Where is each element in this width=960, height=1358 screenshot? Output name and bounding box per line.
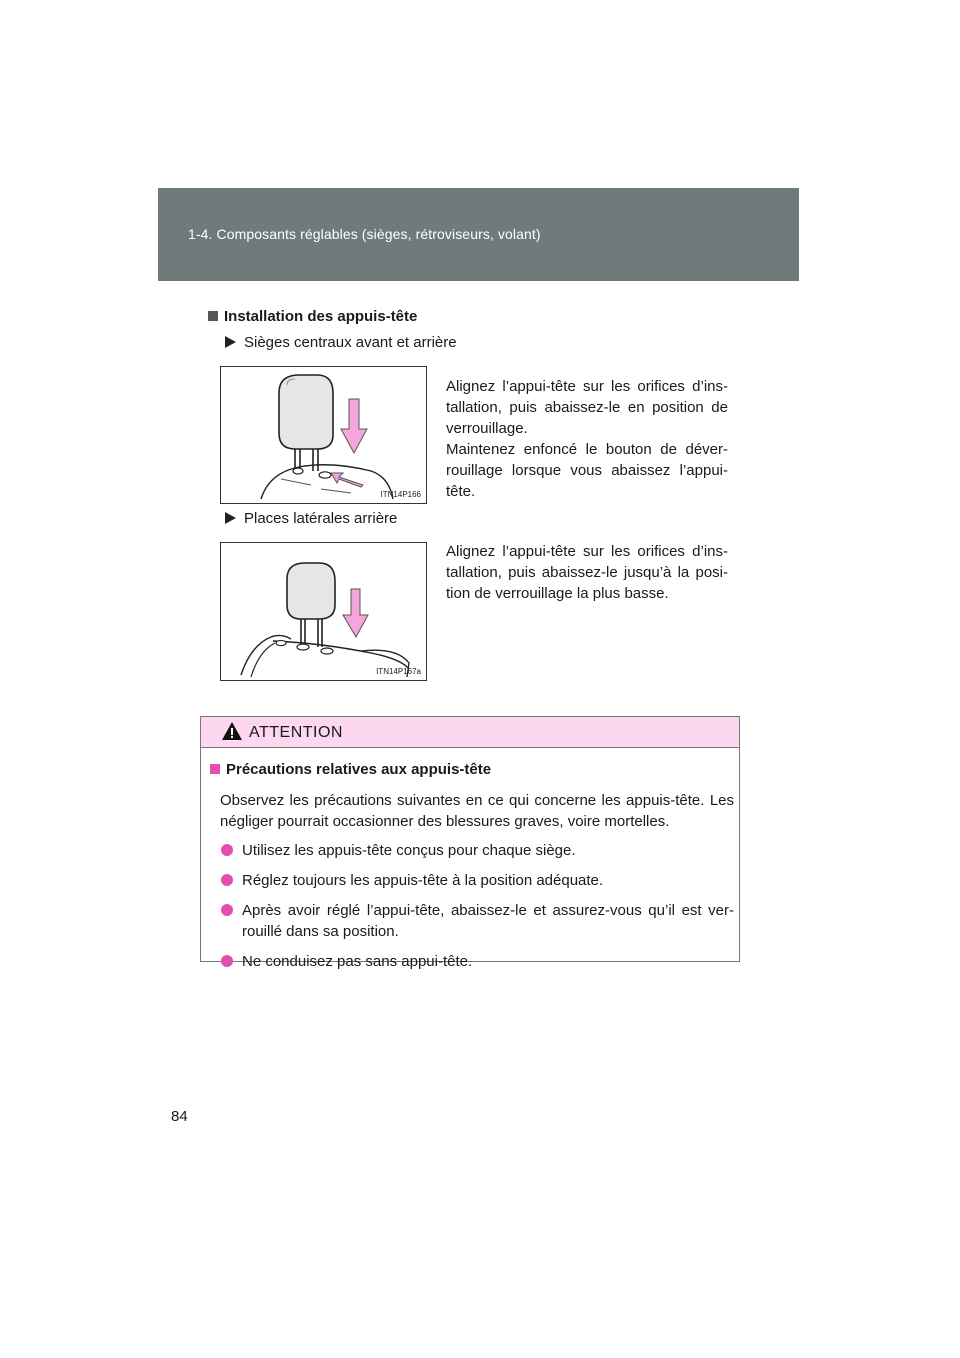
list-item: Ne conduisez pas sans appui-tête. — [210, 951, 734, 972]
figure-code: ITN14P167a — [376, 667, 421, 676]
attention-body — [210, 759, 734, 981]
rear-description — [446, 541, 728, 604]
pink-dot-icon — [221, 955, 233, 967]
pink-dot-icon — [221, 874, 233, 886]
figure-rear-headrest — [220, 542, 427, 681]
square-bullet-icon — [210, 764, 220, 774]
rear-headrest-install-illustration — [221, 543, 426, 680]
front-seats-label: Sièges centraux avant et arrière — [244, 334, 457, 351]
list-item: Réglez toujours les appuis-tête à la position adéquate. — [210, 870, 734, 891]
rear-seats-label-row — [225, 510, 397, 527]
section-heading — [208, 308, 417, 325]
front-description-line: Alignez l’appui-tête sur les orifices d’ins-tallation, puis abaissez-le en position de verrouillage. — [446, 378, 728, 437]
figure-code: ITN14P166 — [380, 490, 421, 499]
chapter-title: 1-4. Composants réglables (sièges, rétroviseurs, volant) — [188, 226, 541, 242]
headrest-install-illustration — [221, 367, 426, 503]
square-bullet-icon — [208, 311, 218, 321]
attention-box — [200, 716, 740, 970]
attention-title: ATTENTION — [249, 724, 343, 741]
page-number: 84 — [171, 1108, 188, 1125]
attention-list — [210, 840, 734, 972]
rear-seats-label: Places latérales arrière — [244, 510, 398, 527]
list-item: Après avoir réglé l’appui-tête, abaissez-le et assurez-vous qu’il est ver-rouillé dans sa position. — [210, 900, 734, 942]
triangle-bullet-icon — [225, 336, 236, 348]
section-title: Installation des appuis-tête — [224, 308, 418, 325]
chapter-header — [158, 188, 799, 281]
front-seats-label-row — [225, 334, 457, 351]
pink-dot-icon — [221, 904, 233, 916]
front-description — [446, 376, 728, 502]
attention-subtitle-row — [210, 759, 734, 780]
pink-dot-icon — [221, 844, 233, 856]
attention-subtitle: Précautions relatives aux appuis-tête — [226, 761, 492, 778]
figure-front-headrest — [220, 366, 427, 504]
list-item: Utilisez les appuis-tête conçus pour chaque siège. — [210, 840, 734, 861]
triangle-bullet-icon — [225, 512, 236, 524]
warning-icon — [221, 721, 243, 741]
attention-intro: Observez les précautions suivantes en ce qui concerne les appuis-tête. Les négliger pourrait occasionner des blessures graves, voire mortelles. — [220, 792, 734, 830]
rear-description-text: Alignez l’appui-tête sur les orifices d’ins-tallation, puis abaissez-le jusqu’à la posi-tion de verrouillage la plus basse. — [446, 543, 728, 602]
attention-header — [201, 717, 739, 748]
front-description-line: Maintenez enfoncé le bouton de déver-rouillage lorsque vous abaissez l’appui-tête. — [446, 441, 728, 500]
